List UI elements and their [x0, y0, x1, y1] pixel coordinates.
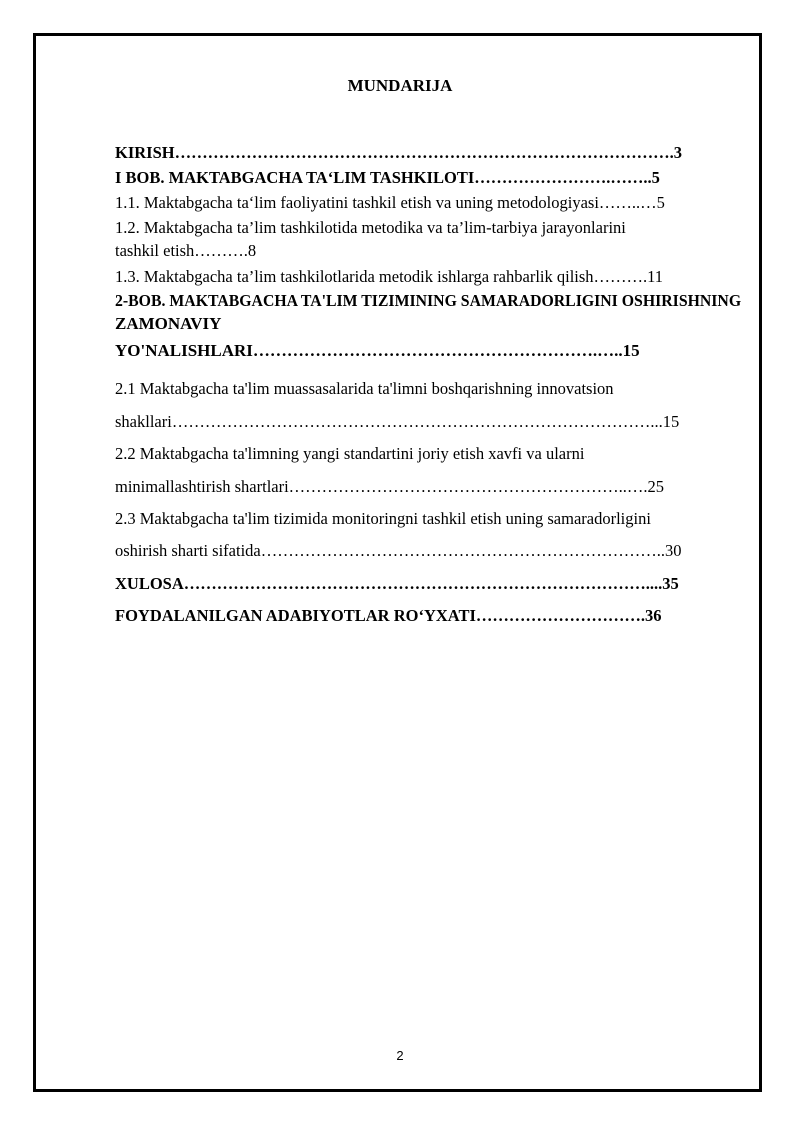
page-title: MUNDARIJA [347, 76, 453, 95]
toc-entry-2-3: 2.3 Maktabgacha ta'lim tizimida monitoringni tashkil etish uning samaradorligini [115, 509, 651, 528]
toc-entry-xulosa: XULOSA…………………………………………………………………………....35 [115, 574, 679, 593]
toc-entry-1-1: 1.1. Maktabgacha ta‘lim faoliyatini tashkil etish va uning metodologiyasi……..…5 [115, 193, 665, 212]
toc-entry-2-1: 2.1 Maktabgacha ta'lim muassasalarida ta'limni boshqarishning innovatsion [115, 379, 614, 398]
page-number: 2 [396, 1048, 404, 1063]
toc-entry-chapter-1: I BOB. MAKTABGACHA TA‘LIM TASHKILOTI…………………….……..5 [115, 168, 660, 187]
toc-entry-2-1-cont: shakllari……………………………………………………………………………...15 [115, 412, 680, 431]
toc-entry-1-2-cont: tashkil etish……….8 [115, 241, 257, 260]
toc-entry-adabiyotlar: FOYDALANILGAN ADABIYOTLAR RO‘YXATI………………………….36 [115, 606, 662, 625]
toc-entry-2-2: 2.2 Maktabgacha ta'limning yangi standartini joriy etish xavfi va ularni [115, 444, 585, 463]
toc-entry-chapter-2-cont: ZAMONAVIY [115, 314, 222, 333]
toc-entry-2-2-cont: minimallashtirish shartlari……………………………………………………..….25 [115, 477, 665, 496]
toc-entry-chapter-2: 2-BOB. MAKTABGACHA TA'LIM TIZIMINING SAMARADORLIGINI OSHIRISHNING [115, 291, 742, 310]
toc-entry-kirish: KIRISH……………………………………………………………………………….3 [115, 143, 682, 162]
toc-entry-chapter-2-end: YO'NALISHLARI…………………………………………………….…..15 [115, 341, 640, 360]
toc-entry-2-3-cont: oshirish sharti sifatida………………………………………………………………..30 [115, 541, 682, 560]
toc-entry-1-2: 1.2. Maktabgacha ta’lim tashkilotida metodika va ta’lim-tarbiya jarayonlarini [115, 218, 626, 237]
toc-entry-1-3: 1.3. Maktabgacha ta’lim tashkilotlarida metodik ishlarga rahbarlik qilish……….11 [115, 267, 664, 286]
